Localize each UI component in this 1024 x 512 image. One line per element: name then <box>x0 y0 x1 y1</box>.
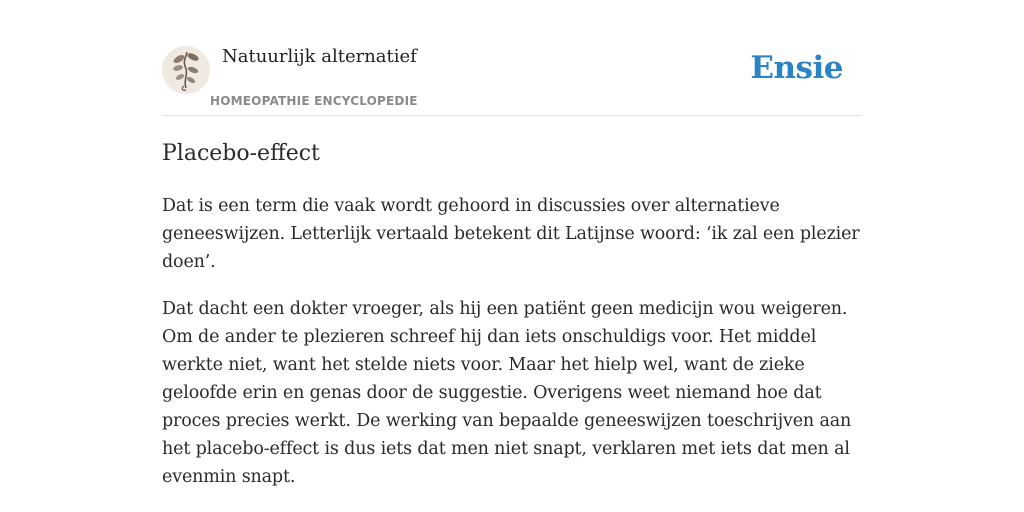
article-title: Placebo-effect <box>162 141 320 166</box>
header <box>162 44 862 116</box>
article-paragraph: Dat dacht een dokter vroeger, als hij een patiënt geen medicijn wou weigeren. Om de ander te plezieren schreef hij dan iets onschuldigs voor. Het middel werkte niet, want het stelde niets voor. Maar het hielp wel, want de zieke geloofde erin en genas door de suggestie. Overigens weet niemand hoe dat proces precies werkt. De werking van bepaalde geneeswijzen toeschrijven aan het placebo-effect is dus iets dat men niet snapt, verklaren met iets dat men al evenmin snapt. <box>162 299 852 487</box>
source-subtitle: HOMEOPATHIE ENCYCLOPEDIE <box>210 94 418 108</box>
ensie-logo-link[interactable]: Ensie <box>750 50 843 86</box>
botanical-plant-icon[interactable] <box>162 46 210 94</box>
article-paragraph: Dat is een term die vaak wordt gehoord in discussies over alternatieve geneeswijzen. Letterlijk vertaald betekent dit Latijnse woord: ‘ik zal een plezier doen’. <box>162 196 860 272</box>
source-title[interactable]: Natuurlijk alternatief <box>222 46 417 67</box>
article <box>162 138 862 491</box>
header-divider <box>162 115 862 116</box>
